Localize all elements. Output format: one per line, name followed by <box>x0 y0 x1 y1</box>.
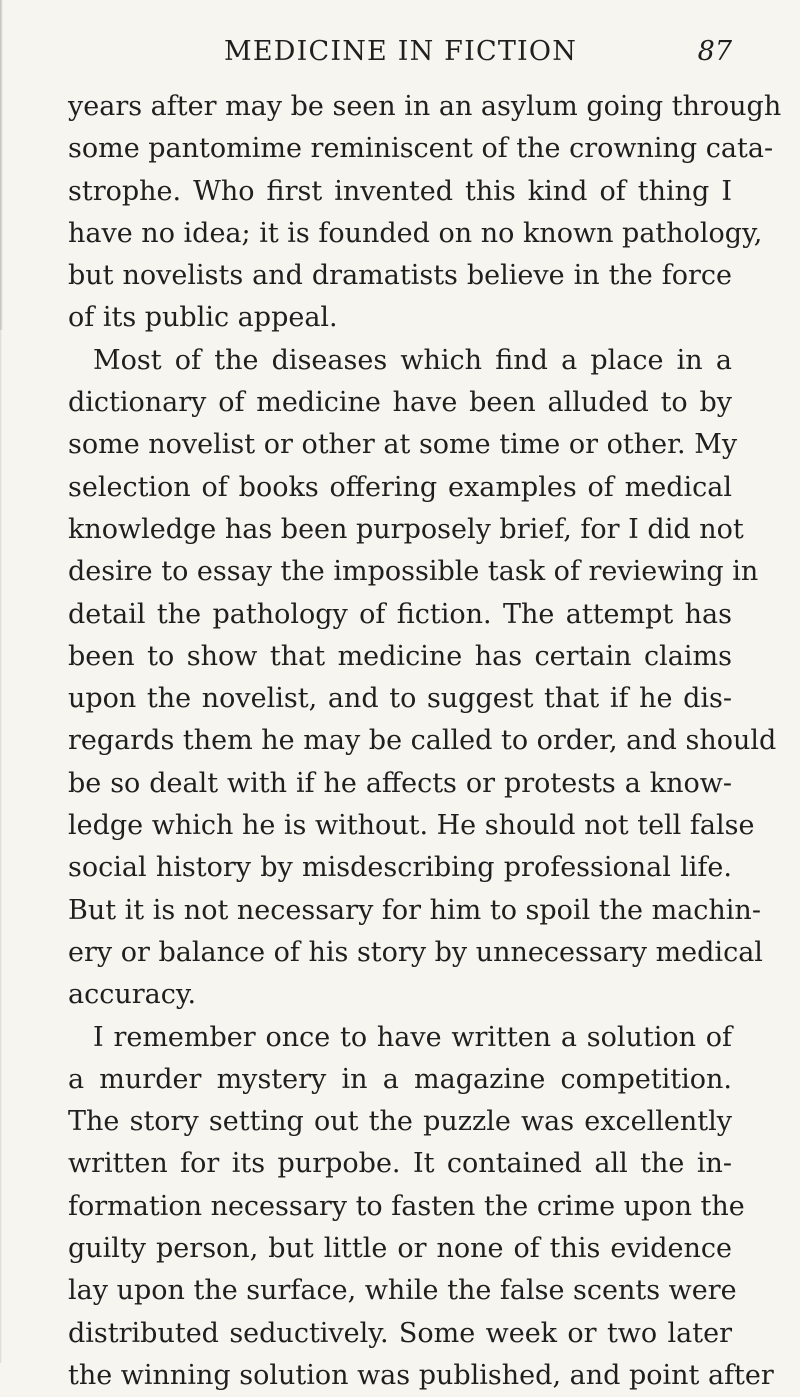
body-text <box>68 86 782 1397</box>
text-line: accuracy. <box>68 979 197 1011</box>
text-line: regards them he may be called to order, and should <box>68 725 777 757</box>
text-line: be so dealt with if he affects or protests a know- <box>68 767 732 799</box>
text-line: The story setting out the puzzle was excellently <box>68 1106 732 1138</box>
page-number: 87 <box>697 36 732 67</box>
text-line: I remember once to have written a solution of <box>93 1021 732 1053</box>
text-line: But it is not necessary for him to spoil the machin- <box>68 894 761 926</box>
text-line: desire to essay the impossible task of reviewing in <box>68 556 759 588</box>
text-line: but novelists and dramatists believe in the force <box>68 260 732 292</box>
text-line: the winning solution was published, and point after <box>68 1359 774 1391</box>
page-edge-shadow-lower <box>0 330 2 1363</box>
text-line: selection of books offering examples of medical <box>68 471 732 503</box>
text-line: formation necessary to fasten the crime upon the <box>68 1190 745 1222</box>
text-line: some pantomime reminiscent of the crowning cata- <box>68 133 774 165</box>
text-line: guilty person, but little or none of this evidence <box>68 1233 732 1265</box>
text-line: distributed seductively. Some week or two later <box>68 1317 732 1349</box>
text-line: ery or balance of his story by unnecessary medical <box>68 936 763 968</box>
text-line: been to show that medicine has certain claims <box>68 640 732 672</box>
text-line: written for its purpobe. It contained all the in- <box>68 1148 732 1180</box>
text-line: Most of the diseases which find a place in a <box>93 344 732 376</box>
text-line: have no idea; it is founded on no known pathology, <box>68 217 763 249</box>
running-head: MEDICINE IN FICTION <box>224 36 578 67</box>
page-edge-shadow <box>0 0 3 330</box>
text-line: a murder mystery in a magazine competition. <box>68 1063 732 1095</box>
text-line: social history by misdescribing professional life. <box>68 852 732 884</box>
text-line: years after may be seen in an asylum going through <box>68 91 782 122</box>
text-line: strophe. Who first invented this kind of thing I <box>68 175 732 207</box>
text-line: some novelist or other at some time or other. My <box>68 429 738 461</box>
text-line: dictionary of medicine have been alluded to by <box>68 387 732 419</box>
text-line: upon the novelist, and to suggest that if he dis- <box>68 683 732 715</box>
text-line: lay upon the surface, while the false scents were <box>68 1275 737 1307</box>
text-line: detail the pathology of fiction. The attempt has <box>68 598 732 630</box>
page-header <box>68 32 732 72</box>
text-line: of its public appeal. <box>68 302 338 334</box>
text-line: ledge which he is without. He should not tell false <box>68 810 755 842</box>
text-line: knowledge has been purposely brief, for I did not <box>68 513 744 545</box>
